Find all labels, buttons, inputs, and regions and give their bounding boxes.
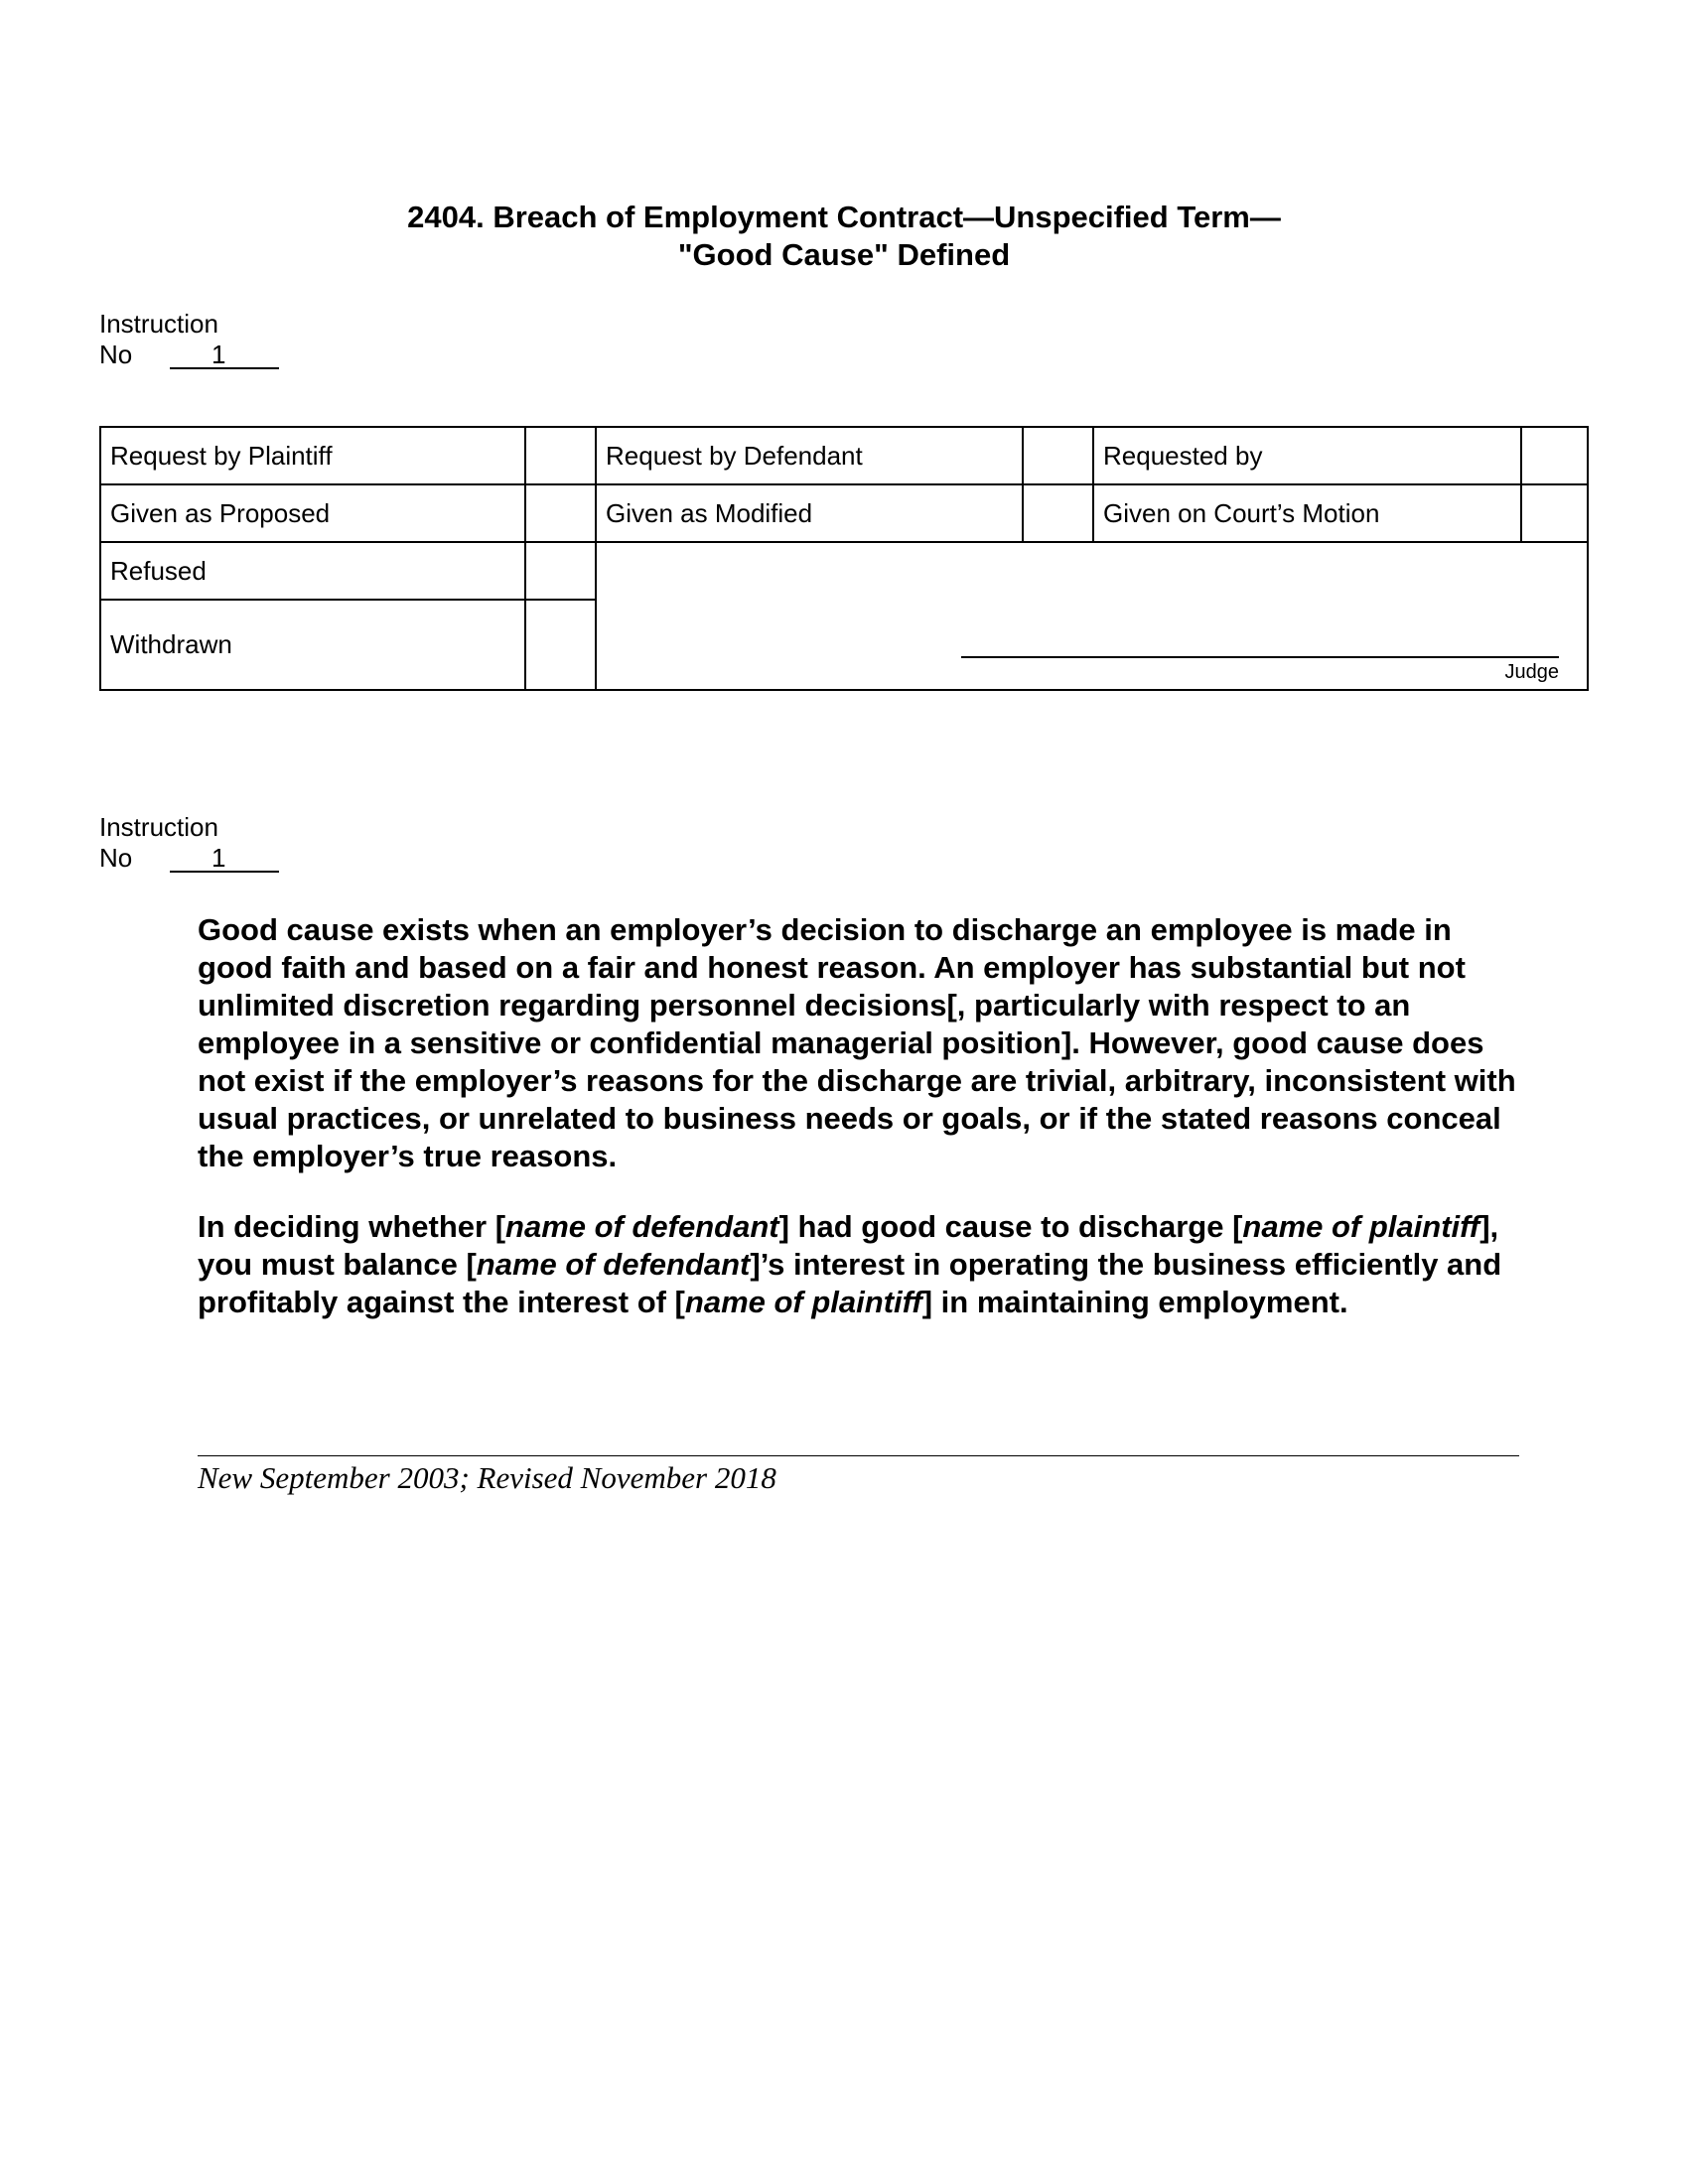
given-as-proposed-checkbox[interactable] [525, 484, 596, 542]
given-on-courts-motion-label: Given on Court’s Motion [1093, 484, 1521, 542]
section-divider [198, 1455, 1519, 1456]
judge-label: Judge [1504, 661, 1559, 683]
instruction-no-row [99, 340, 279, 370]
placeholder-name-of-plaintiff: name of plaintiff [684, 1285, 922, 1319]
table-row [100, 484, 1588, 542]
refused-label: Refused [100, 542, 525, 600]
body-paragraph-1: Good cause exists when an employer’s decision to discharge an employee is made in good faith and based on a fair and honest reason. An employer has substantial but not unlimited discretion regarding personnel decisions[, particularly with respect to an employee in a sensitive or confidential managerial position]. However, good cause does not exist if the employer’s reasons for the discharge are trivial, arbitrary, inconsistent with usual practices, or unrelated to business needs or goals, or if the stated reasons conceal the employer’s true reasons. [198, 912, 1516, 1173]
instruction-body [198, 911, 1528, 1354]
table-row [100, 542, 1588, 600]
request-by-plaintiff-checkbox[interactable] [525, 427, 596, 484]
request-disposition-table [99, 426, 1589, 691]
given-on-courts-motion-checkbox[interactable] [1521, 484, 1588, 542]
paragraph-text: ], you must balance [ [198, 1209, 1499, 1282]
request-by-plaintiff-label: Request by Plaintiff [100, 427, 525, 484]
instruction-label: Instruction [99, 309, 218, 339]
title-line-1: 2404. Breach of Employment Contract—Unspecified Term— [407, 200, 1281, 234]
given-as-proposed-label: Given as Proposed [100, 484, 525, 542]
paragraph-text: ] in maintaining employment. [921, 1285, 1348, 1319]
request-by-defendant-label: Request by Defendant [596, 427, 1023, 484]
title-line-2: "Good Cause" Defined [677, 237, 1011, 272]
placeholder-name-of-defendant: name of defendant [505, 1209, 779, 1244]
withdrawn-label: Withdrawn [100, 600, 525, 690]
instruction-no-label: No [99, 340, 133, 369]
paragraph-text: In deciding whether [ [198, 1209, 506, 1244]
instruction-no-row [99, 843, 279, 874]
withdrawn-checkbox[interactable] [525, 600, 596, 690]
judge-signature-line[interactable] [961, 656, 1559, 658]
given-as-modified-checkbox[interactable] [1023, 484, 1093, 542]
requested-by-checkbox[interactable] [1521, 427, 1588, 484]
paragraph-text: ]’s interest in operating the business efficiently and profitably against the interest of [ [198, 1247, 1502, 1319]
instruction-number-block [99, 812, 279, 874]
table-row [100, 427, 1588, 484]
paragraph-text: ] had good cause to discharge [ [778, 1209, 1243, 1244]
revision-history: New September 2003; Revised November 2018 [198, 1460, 776, 1495]
instruction-no-field[interactable]: 1 [170, 845, 279, 873]
placeholder-name-of-plaintiff: name of plaintiff [1242, 1209, 1480, 1244]
body-paragraph-2 [198, 1208, 1528, 1321]
instruction-label: Instruction [99, 812, 218, 842]
placeholder-name-of-defendant: name of defendant [476, 1247, 751, 1282]
request-by-defendant-checkbox[interactable] [1023, 427, 1093, 484]
refused-checkbox[interactable] [525, 542, 596, 600]
instruction-no-field[interactable]: 1 [170, 341, 279, 369]
instruction-title [0, 199, 1688, 274]
judge-signature-area [596, 542, 1588, 690]
instruction-number-block [99, 309, 279, 370]
given-as-modified-label: Given as Modified [596, 484, 1023, 542]
instruction-no-label: No [99, 843, 133, 873]
requested-by-label: Requested by [1093, 427, 1521, 484]
